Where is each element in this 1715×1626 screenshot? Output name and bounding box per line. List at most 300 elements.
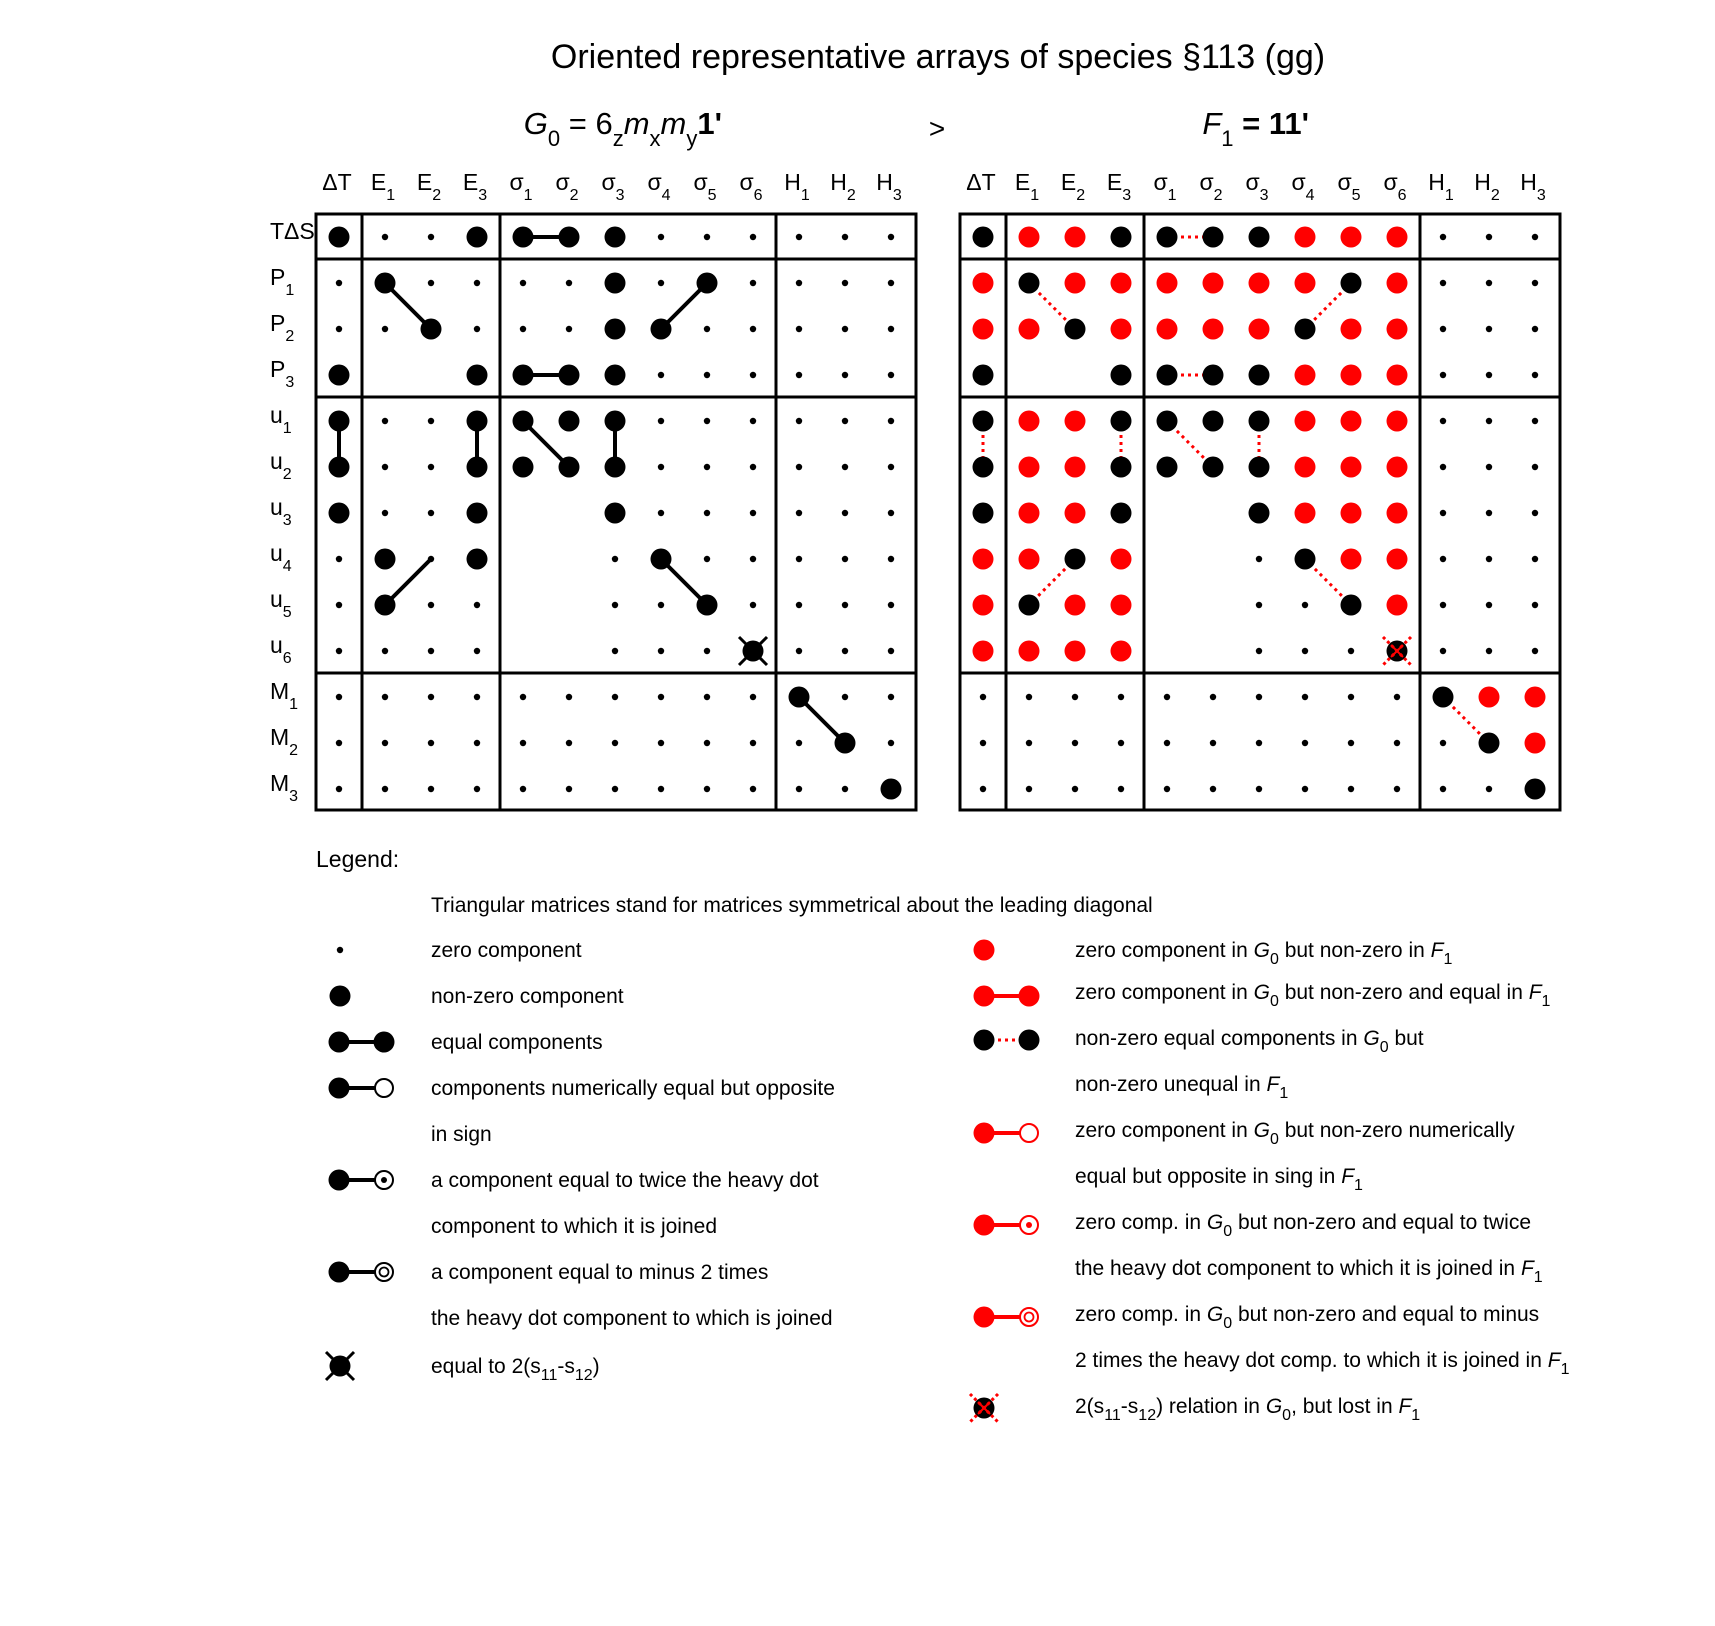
zero-component: [1532, 510, 1538, 516]
column-header-main: σ: [647, 169, 662, 195]
row-header-main: u: [270, 540, 283, 566]
zero-component: [1486, 602, 1492, 608]
legend-end-ring: [1020, 1124, 1038, 1142]
column-header: [739, 169, 762, 204]
zero-component: [888, 234, 894, 240]
column-header: [322, 169, 351, 195]
r7-pre: 2(s: [1075, 1395, 1105, 1418]
zero-component: [1256, 740, 1262, 746]
r2-mid: but non-zero and equal in: [1278, 981, 1529, 1004]
zero-component: [520, 280, 526, 286]
column-header-main: E: [370, 169, 387, 195]
column-header-main: σ: [739, 169, 754, 195]
r7-mid2: ) relation in: [1156, 1395, 1266, 1418]
new-nonzero-component: [1019, 549, 1040, 570]
column-header-main: H: [1520, 169, 1537, 195]
zero-component: [842, 556, 848, 562]
right-heading-symbol: F: [1202, 106, 1222, 141]
right-heading-sub: 1: [1221, 126, 1234, 151]
zero-component: [750, 694, 756, 700]
column-header-main: σ: [601, 169, 616, 195]
row-header-sub: 2: [282, 466, 292, 483]
nonzero-component: [1295, 549, 1316, 570]
nonzero-component: [1525, 779, 1546, 800]
zero-component: [704, 510, 710, 516]
left-heading-m2: m: [660, 106, 687, 141]
column-header-main: ΔT: [966, 169, 996, 195]
r5a-pre: zero comp. in: [1075, 1211, 1207, 1234]
zero-component: [520, 786, 526, 792]
r3a-gs: 0: [1379, 1039, 1389, 1056]
zero-component: [1440, 280, 1446, 286]
zero-component: [566, 740, 572, 746]
column-header: [601, 169, 624, 204]
special-relation-mark: [739, 637, 767, 665]
new-nonzero-component: [1479, 687, 1500, 708]
r6a-gs: 0: [1223, 1315, 1233, 1332]
left-heading-symbol: G: [523, 106, 548, 141]
nonzero-component: [513, 365, 534, 386]
column-header: [693, 169, 716, 204]
legend-end-ring: [375, 1079, 393, 1097]
column-header-sub: 5: [707, 187, 717, 204]
nonzero-component: [1203, 411, 1224, 432]
zero-component: [1440, 418, 1446, 424]
column-header: [1520, 169, 1546, 204]
nonzero-component: [605, 273, 626, 294]
r3a-g: G: [1363, 1027, 1380, 1050]
nonzero-component: [881, 779, 902, 800]
nonzero-component: [1249, 503, 1270, 524]
legend-heavy-dot: [330, 986, 351, 1007]
row-header-main: P: [270, 310, 286, 336]
column-header: [371, 169, 395, 204]
matrix-left: [270, 169, 916, 810]
zero-component: [658, 602, 664, 608]
new-nonzero-component: [1111, 549, 1132, 570]
zero-component: [796, 786, 802, 792]
r1-gs: 0: [1269, 951, 1279, 968]
r7-g: G: [1265, 1395, 1283, 1418]
new-nonzero-component: [973, 319, 994, 340]
legend-x-sub1: 11: [540, 1367, 558, 1384]
row-header: [270, 632, 292, 667]
zero-component: [704, 326, 710, 332]
new-nonzero-component: [973, 549, 994, 570]
r5b-fs: 1: [1533, 1269, 1543, 1286]
zero-component: [842, 510, 848, 516]
column-header-main: H: [1428, 169, 1445, 195]
nonzero-component: [1203, 365, 1224, 386]
row-header-main: P: [270, 356, 286, 382]
zero-component: [1486, 464, 1492, 470]
lost-relation-mark: [1383, 637, 1411, 665]
nonzero-component: [973, 411, 994, 432]
nonzero-component: [1065, 549, 1086, 570]
column-header-main: E: [1014, 169, 1031, 195]
zero-component: [520, 326, 526, 332]
row-header-sub: 3: [285, 374, 295, 391]
r5a-post: but non-zero and equal to twice: [1232, 1211, 1532, 1234]
nonzero-component: [1111, 503, 1132, 524]
column-header-sub: 4: [1305, 187, 1315, 204]
new-nonzero-component: [1065, 503, 1086, 524]
r2-pre: zero component in: [1075, 981, 1254, 1004]
r6b-fs: 1: [1560, 1361, 1570, 1378]
column-header-main: σ: [555, 169, 570, 195]
column-header-main: σ: [1245, 169, 1260, 195]
zero-component: [888, 280, 894, 286]
nonzero-component: [467, 365, 488, 386]
column-header-sub: 3: [1122, 187, 1132, 204]
legend-start-dot: [974, 1123, 995, 1144]
nonzero-component: [1295, 319, 1316, 340]
column-header-sub: 3: [1536, 187, 1546, 204]
new-nonzero-component: [1387, 411, 1408, 432]
nonzero-component: [421, 319, 442, 340]
nonzero-component: [973, 503, 994, 524]
nonzero-component: [651, 319, 672, 340]
new-nonzero-component: [1065, 457, 1086, 478]
zero-component: [1440, 372, 1446, 378]
nonzero-component: [1341, 595, 1362, 616]
zero-component: [1486, 234, 1492, 240]
legend-item-text: components numerically equal but opposite: [431, 1077, 835, 1100]
nonzero-component: [513, 457, 534, 478]
column-header: [463, 169, 487, 204]
column-header-sub: 2: [569, 187, 579, 204]
zero-component: [704, 694, 710, 700]
legend-end-center: [1026, 1222, 1032, 1228]
zero-component: [842, 372, 848, 378]
column-header: [1428, 169, 1454, 204]
new-nonzero-component: [1387, 227, 1408, 248]
legend-link-symbol: [329, 1262, 394, 1283]
legend-left-column: [431, 939, 835, 1330]
nonzero-component: [467, 549, 488, 570]
r6a-g: G: [1206, 1303, 1224, 1326]
row-header: [270, 678, 298, 713]
left-heading: [524, 106, 722, 151]
r4a-pre: zero component in: [1075, 1119, 1254, 1142]
legend-item-text: component to which it is joined: [431, 1215, 717, 1238]
column-header-sub: 2: [1076, 187, 1086, 204]
zero-component: [1394, 694, 1400, 700]
zero-component: [1532, 648, 1538, 654]
zero-component: [888, 510, 894, 516]
r7-mid: -s: [1120, 1395, 1139, 1418]
nonzero-component: [329, 457, 350, 478]
zero-component: [1348, 740, 1354, 746]
zero-component: [336, 648, 342, 654]
nonzero-component: [375, 595, 396, 616]
r4b-pre: equal but opposite in sing in: [1075, 1165, 1342, 1188]
r4b-fs: 1: [1354, 1177, 1363, 1194]
zero-component: [888, 740, 894, 746]
zero-component: [1118, 740, 1124, 746]
zero-component: [1532, 372, 1538, 378]
new-nonzero-component: [1065, 595, 1086, 616]
zero-component: [888, 326, 894, 332]
nonzero-component: [973, 457, 994, 478]
new-nonzero-component: [1387, 457, 1408, 478]
column-header-sub: 3: [615, 187, 625, 204]
zero-component: [1072, 694, 1078, 700]
nonzero-component: [1249, 457, 1270, 478]
legend-item-text: non-zero component: [431, 985, 624, 1008]
zero-component: [336, 556, 342, 562]
zero-component: [428, 280, 434, 286]
zero-component: [1256, 786, 1262, 792]
legend-zero-dot: [337, 947, 343, 953]
zero-component: [1302, 602, 1308, 608]
zero-component: [796, 418, 802, 424]
nonzero-component: [973, 227, 994, 248]
column-header-sub: 2: [1490, 187, 1500, 204]
legend-end-ring: [1020, 1308, 1038, 1326]
zero-component: [888, 418, 894, 424]
zero-component: [1532, 280, 1538, 286]
new-nonzero-component: [1387, 319, 1408, 340]
r2-g: G: [1253, 981, 1270, 1004]
zero-component: [382, 648, 388, 654]
new-nonzero-component: [1387, 273, 1408, 294]
r2-gs: 0: [1269, 993, 1279, 1010]
nonzero-component: [375, 273, 396, 294]
r1-mid: but non-zero in: [1278, 939, 1431, 962]
zero-component: [704, 418, 710, 424]
new-nonzero-component: [1295, 227, 1316, 248]
new-nonzero-component: [973, 273, 994, 294]
zero-component: [750, 372, 756, 378]
zero-component: [658, 740, 664, 746]
zero-component: [796, 740, 802, 746]
legend-item-text: in sign: [431, 1123, 492, 1146]
zero-component: [1210, 786, 1216, 792]
r1-fs: 1: [1443, 951, 1453, 968]
new-nonzero-component: [1111, 319, 1132, 340]
zero-component: [1348, 786, 1354, 792]
new-nonzero-component: [973, 641, 994, 662]
nonzero-component: [605, 411, 626, 432]
legend-end-ring: [375, 1263, 393, 1281]
r3b-pre: non-zero unequal in: [1075, 1073, 1267, 1096]
new-nonzero-component: [1203, 273, 1224, 294]
legend-link-symbol: [974, 1030, 1040, 1051]
legend-r7-text: [1075, 1395, 1420, 1424]
column-header: [1153, 169, 1176, 204]
column-header-main: E: [1106, 169, 1123, 195]
column-header: [1291, 169, 1314, 204]
column-header-main: H: [830, 169, 847, 195]
zero-component: [888, 602, 894, 608]
legend-r3a-text: [1075, 1027, 1424, 1056]
new-nonzero-component: [1249, 273, 1270, 294]
column-header-sub: 6: [1397, 187, 1407, 204]
r4a-post: but non-zero numerically: [1278, 1119, 1515, 1142]
zero-component: [612, 556, 618, 562]
matrix-right: [960, 169, 1560, 810]
legend-r3b-text: [1075, 1073, 1288, 1102]
left-heading-s1: z: [612, 126, 624, 151]
zero-component: [1532, 464, 1538, 470]
zero-component: [888, 372, 894, 378]
zero-component: [704, 556, 710, 562]
r5b-f: F: [1520, 1257, 1534, 1280]
zero-component: [474, 694, 480, 700]
nonzero-component: [375, 549, 396, 570]
row-header-main: u: [270, 402, 283, 428]
zero-component: [336, 602, 342, 608]
zero-component: [796, 510, 802, 516]
new-nonzero-component: [1387, 365, 1408, 386]
new-nonzero-component: [1341, 227, 1362, 248]
new-nonzero-component: [1525, 687, 1546, 708]
new-nonzero-component: [1019, 641, 1040, 662]
zero-component: [1532, 326, 1538, 332]
zero-component: [1256, 648, 1262, 654]
column-header-sub: 3: [892, 187, 902, 204]
new-nonzero-component: [1157, 319, 1178, 340]
zero-component: [428, 418, 434, 424]
zero-component: [428, 786, 434, 792]
zero-component: [1440, 602, 1446, 608]
zero-component: [1486, 510, 1492, 516]
zero-component: [336, 786, 342, 792]
nonzero-component: [973, 365, 994, 386]
left-heading-sub: 0: [547, 126, 561, 151]
nonzero-component: [1203, 227, 1224, 248]
zero-component: [428, 234, 434, 240]
column-header-sub: 1: [1030, 187, 1040, 204]
row-header-sub: 2: [285, 328, 295, 345]
row-header: [270, 540, 292, 575]
legend-red-dot: [974, 940, 995, 961]
nonzero-component: [697, 595, 718, 616]
legend-link-symbol: [974, 1215, 1039, 1236]
column-header-main: σ: [1383, 169, 1398, 195]
legend-x-pre: equal to 2(s: [431, 1355, 541, 1378]
zero-component: [750, 418, 756, 424]
column-header-sub: 1: [523, 187, 533, 204]
zero-component: [382, 234, 388, 240]
zero-component: [980, 694, 986, 700]
zero-component: [796, 556, 802, 562]
zero-component: [428, 464, 434, 470]
r1-g: G: [1253, 939, 1270, 962]
zero-component: [1440, 326, 1446, 332]
column-header-main: σ: [693, 169, 708, 195]
nonzero-component: [329, 365, 350, 386]
r6b-pre: 2 times the heavy dot comp. to which it is joined in: [1075, 1349, 1548, 1372]
row-header-main: M: [270, 770, 290, 796]
column-header: [1337, 169, 1360, 204]
column-header: [1199, 169, 1222, 204]
zero-component: [474, 326, 480, 332]
row-header: [270, 724, 298, 759]
legend-link-symbol: [974, 1123, 1039, 1144]
zero-component: [1440, 464, 1446, 470]
nonzero-component: [1433, 687, 1454, 708]
column-header: [509, 169, 532, 204]
zero-component: [474, 648, 480, 654]
new-nonzero-component: [1065, 641, 1086, 662]
r6a-pre: zero comp. in: [1075, 1303, 1207, 1326]
zero-component: [796, 464, 802, 470]
new-nonzero-component: [1065, 273, 1086, 294]
nonzero-component: [1157, 227, 1178, 248]
new-nonzero-component: [1525, 733, 1546, 754]
legend-start-dot: [329, 1170, 350, 1191]
column-header: [647, 169, 670, 204]
zero-component: [750, 786, 756, 792]
r7-mid3: , but lost in: [1291, 1395, 1399, 1418]
r7-gs: 0: [1282, 1407, 1292, 1424]
new-nonzero-component: [1157, 273, 1178, 294]
new-nonzero-component: [1249, 319, 1270, 340]
zero-component: [474, 786, 480, 792]
legend-start-dot: [974, 1215, 995, 1236]
zero-component: [1118, 694, 1124, 700]
zero-component: [1256, 556, 1262, 562]
legend-x-post: ): [592, 1355, 600, 1378]
column-header: [1107, 169, 1131, 204]
nonzero-component: [835, 733, 856, 754]
legend-r4b-text: [1075, 1165, 1363, 1194]
zero-component: [750, 740, 756, 746]
legend-item-text: a component equal to minus 2 times: [431, 1261, 769, 1284]
nonzero-component: [605, 227, 626, 248]
zero-component: [842, 602, 848, 608]
column-header: [1245, 169, 1268, 204]
diagram-title: Oriented representative arrays of species §113 (gg): [550, 38, 1326, 76]
zero-component: [1394, 786, 1400, 792]
zero-component: [474, 740, 480, 746]
zero-component: [1164, 740, 1170, 746]
zero-component: [566, 326, 572, 332]
zero-component: [520, 694, 526, 700]
zero-component: [658, 280, 664, 286]
column-header-sub: 4: [661, 187, 671, 204]
zero-component: [658, 372, 664, 378]
zero-component: [382, 740, 388, 746]
zero-component: [428, 648, 434, 654]
new-nonzero-component: [1387, 549, 1408, 570]
zero-component: [474, 280, 480, 286]
new-nonzero-component: [1203, 319, 1224, 340]
zero-component: [1348, 694, 1354, 700]
nonzero-component: [467, 411, 488, 432]
legend-r2-text: [1075, 981, 1551, 1010]
r7-s2: 12: [1138, 1407, 1157, 1424]
zero-component: [382, 510, 388, 516]
zero-component: [842, 326, 848, 332]
nonzero-component: [1203, 457, 1224, 478]
zero-component: [1486, 326, 1492, 332]
r5a-gs: 0: [1223, 1223, 1233, 1240]
nonzero-component: [559, 457, 580, 478]
row-header: [270, 356, 294, 391]
column-header-main: σ: [1153, 169, 1168, 195]
zero-component: [1256, 602, 1262, 608]
row-header: [270, 218, 315, 244]
zero-component: [336, 740, 342, 746]
zero-component: [336, 280, 342, 286]
zero-component: [1532, 234, 1538, 240]
r7-fs: 1: [1411, 1407, 1421, 1424]
column-header-sub: 1: [386, 187, 396, 204]
row-header-main: M: [270, 678, 290, 704]
